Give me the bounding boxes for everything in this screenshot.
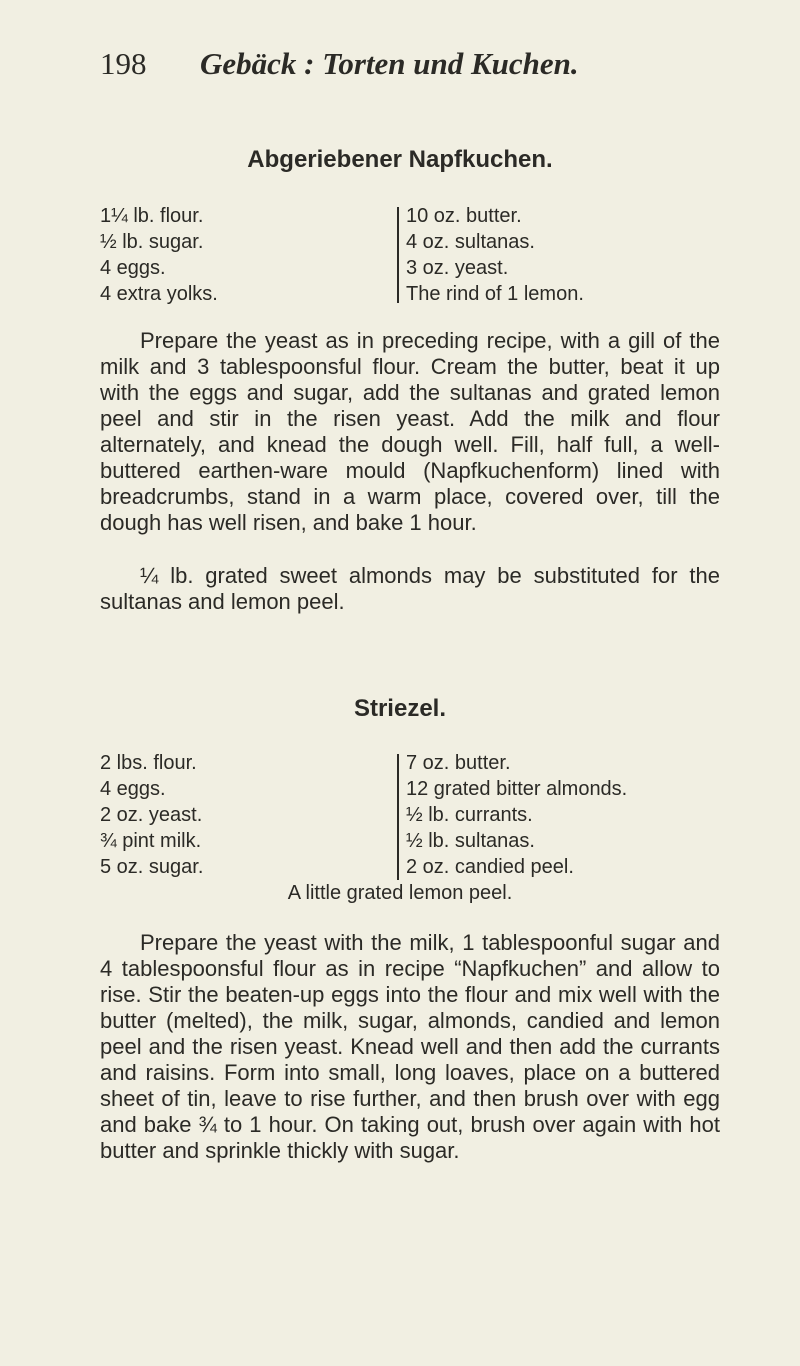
method-paragraph: Prepare the yeast with the milk, 1 tablespoonful sugar and 4 tablespoonsful flour as in recipe “Napfkuchen” and allow to rise. Stir the beaten-up eggs into the flour and mix well with the butter (melted), the milk, sugar, almonds, candied and lemon peel and the risen yeast. Knead well and then add the currants and raisins. Form into small, long loaves, place on a buttered sheet of tin, leave to rise further, and then brush over with egg and bake ¾ to 1 hour. On taking out, brush over again with hot butter and sprinkle thickly with sugar. — [100, 930, 720, 1163]
ingredients-left-column — [100, 203, 218, 307]
ingredient: 4 oz. sultanas. — [406, 231, 535, 253]
running-title: Gebäck : Torten und Kuchen. — [200, 46, 579, 81]
ingredient: 5 oz. sugar. — [100, 856, 204, 878]
ingredient: ¾ pint milk. — [100, 830, 202, 852]
ingredient: 10 oz. butter. — [406, 205, 522, 227]
ingredients-list — [100, 203, 720, 313]
ingredient: 4 eggs. — [100, 257, 166, 279]
recipe-title: Striezel. — [353, 695, 447, 722]
ingredient-extra — [0, 880, 800, 906]
page-header — [100, 46, 740, 96]
ingredient: A little grated lemon peel. — [287, 882, 513, 904]
ingredient: 4 eggs. — [100, 778, 166, 800]
ingredient: 7 oz. butter. — [406, 752, 511, 774]
ingredient: 2 oz. yeast. — [100, 804, 203, 826]
ingredients-right-column — [406, 750, 627, 880]
column-divider — [397, 754, 399, 880]
ingredients-left-column — [100, 750, 203, 880]
ingredients-right-column — [406, 203, 584, 307]
ingredient: 3 oz. yeast. — [406, 257, 509, 279]
variation-paragraph: ¼ lb. grated sweet almonds may be substituted for the sultanas and lemon peel. — [100, 563, 720, 614]
method-paragraph: Prepare the yeast as in preceding recipe, with a gill of the milk and 3 tablespoonsful flour. Cream the butter, beat it up with the eggs and sugar, add the sultanas and grated lemon peel and stir in the risen yeast. Add the milk and flour alternately, and knead the dough well. Fill, half full, a well-buttered earthen-ware mould (Napfkuchenform) lined with breadcrumbs, stand in a warm place, covered over, till the dough has well risen, and bake 1 hour. — [100, 328, 720, 535]
ingredient: 4 extra yolks. — [100, 283, 218, 305]
ingredient: The rind of 1 lemon. — [406, 283, 584, 305]
recipe-title: Abgeriebener Napfkuchen. — [247, 146, 553, 173]
ingredient: 2 lbs. flour. — [100, 752, 197, 774]
page-number: 198 — [100, 46, 147, 81]
ingredients-list — [100, 750, 720, 890]
ingredient: 1¼ lb. flour. — [100, 205, 204, 227]
ingredient: ½ lb. sugar. — [100, 231, 204, 253]
ingredient: 12 grated bitter almonds. — [406, 778, 628, 800]
ingredient: ½ lb. currants. — [406, 804, 533, 826]
column-divider — [397, 207, 399, 303]
ingredient: ½ lb. sultanas. — [406, 830, 535, 852]
ingredient: 2 oz. candied peel. — [406, 856, 574, 878]
